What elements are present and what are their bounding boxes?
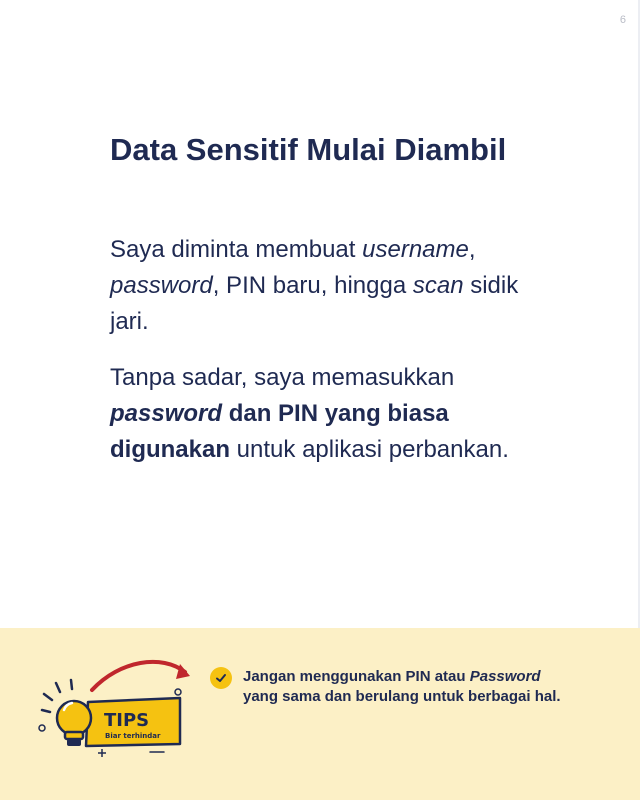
emphasis-password: password xyxy=(110,272,213,299)
emphasis-pin-bold: dan PIN yang biasa digunakan xyxy=(110,400,449,463)
tips-text xyxy=(243,667,573,707)
emphasis-username: username xyxy=(362,236,469,263)
tips-text-emphasis: Password xyxy=(469,668,541,685)
tips-badge-title: TIPS xyxy=(104,710,150,731)
emphasis-scan: scan xyxy=(412,272,464,299)
paragraph-password-reuse xyxy=(110,360,530,468)
tips-badge-subtitle: Biar terhindar xyxy=(105,732,161,740)
paragraph-text: Saya diminta membuat xyxy=(110,236,356,263)
paragraph-text: sidik jari. xyxy=(110,272,519,335)
page-title: Data Sensitif Mulai Diambil xyxy=(110,132,507,167)
decor-circle-icon xyxy=(39,725,45,731)
paragraph-registration xyxy=(110,232,530,340)
arrow-icon xyxy=(92,662,185,690)
checkmark-icon xyxy=(210,667,232,689)
tips-text-part: yang sama dan berulang untuk berbagai hal. xyxy=(243,688,561,705)
paragraph-text: , xyxy=(468,236,476,263)
tips-text-part: Jangan menggunakan PIN atau xyxy=(243,668,470,685)
paragraph-text: Tanpa sadar, saya memasukkan xyxy=(110,364,455,391)
tips-illustration xyxy=(30,650,200,762)
paragraph-text: , PIN baru, hingga xyxy=(212,272,413,299)
page-number: 6 xyxy=(619,14,626,26)
decor-circle-icon xyxy=(175,689,181,695)
emphasis-password-italic: password xyxy=(110,400,223,427)
paragraph-text: untuk aplikasi perbankan. xyxy=(230,436,509,463)
emphasis-password-bold xyxy=(110,400,222,427)
